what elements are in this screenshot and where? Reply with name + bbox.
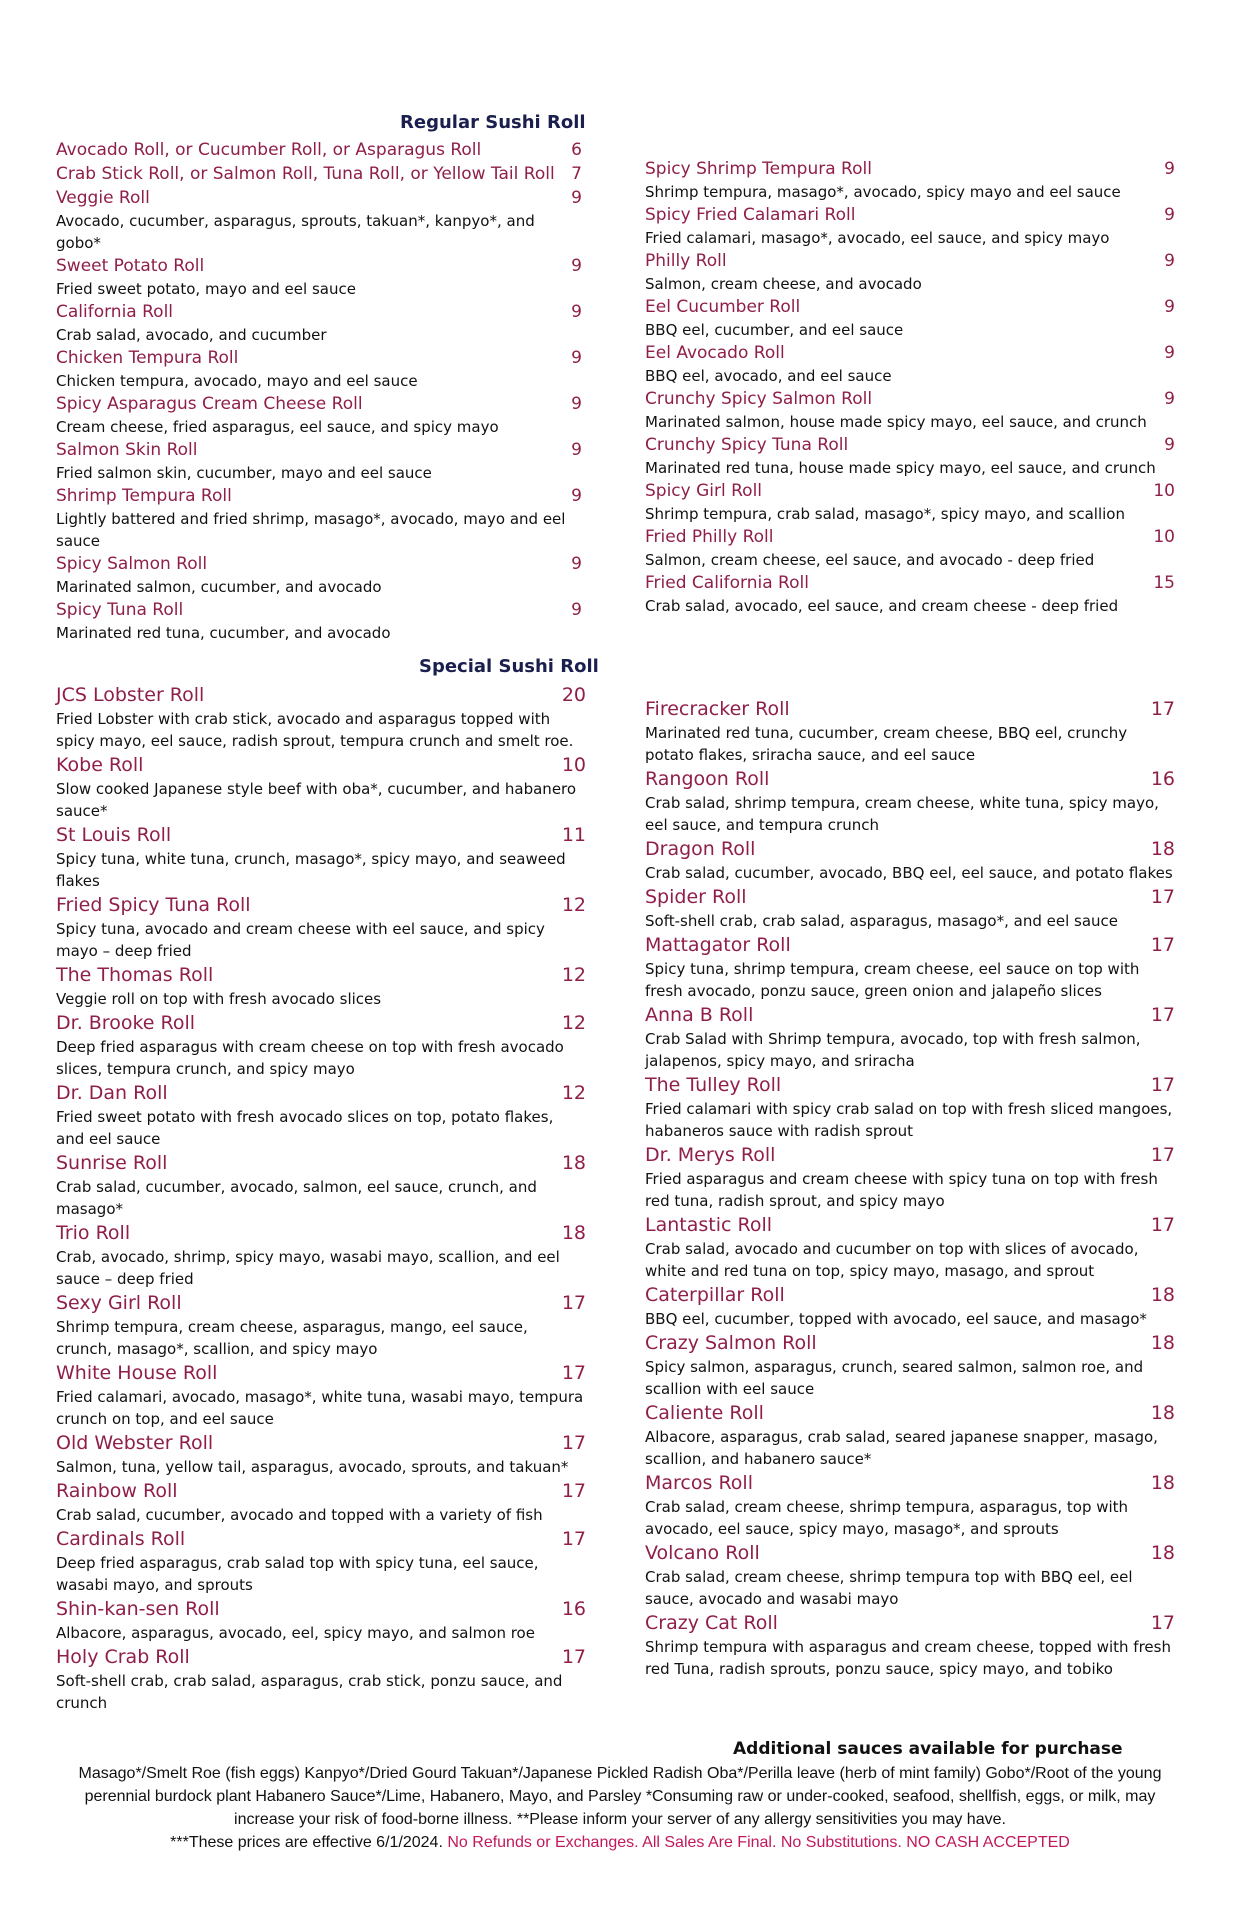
menu-item bbox=[645, 295, 1175, 341]
menu-item-description: Crab salad, avocado and cucumber on top with slices of avocado, white and red tuna on top, spicy mayo, masago, and sprout bbox=[645, 1240, 1139, 1280]
menu-item-row bbox=[645, 1470, 1175, 1496]
menu-item-price: 6 bbox=[571, 140, 582, 160]
menu-item-name: Eel Avocado Roll bbox=[645, 343, 785, 363]
menu-item-description: Deep fried asparagus, crab salad top with spicy tuna, eel sauce, wasabi mayo, and sprouts bbox=[56, 1554, 539, 1594]
menu-item-row bbox=[56, 1150, 586, 1176]
menu-item-description: Marinated red tuna, house made spicy mayo, eel sauce, and crunch bbox=[645, 459, 1156, 477]
menu-item-name: Firecracker Roll bbox=[645, 698, 790, 720]
menu-item-price: 9 bbox=[1164, 435, 1175, 455]
menu-item-row bbox=[56, 892, 586, 918]
menu-item-price: 17 bbox=[561, 1432, 586, 1454]
menu-item-name: Fried Philly Roll bbox=[645, 527, 774, 547]
menu-item-row bbox=[56, 598, 582, 622]
menu-item-description: Lightly battered and fried shrimp, masago*, avocado, mayo and eel sauce bbox=[56, 510, 566, 550]
menu-item bbox=[56, 1526, 586, 1596]
menu-item bbox=[645, 571, 1175, 617]
menu-item-description: Soft-shell crab, crab salad, asparagus, masago*, and eel sauce bbox=[645, 912, 1119, 930]
menu-item bbox=[56, 186, 582, 254]
menu-item-name: Spicy Fried Calamari Roll bbox=[645, 205, 856, 225]
menu-item-price: 9 bbox=[571, 554, 582, 574]
menu-item-name: Chicken Tempura Roll bbox=[56, 348, 239, 368]
menu-item-row bbox=[645, 1212, 1175, 1238]
menu-item-name: Avocado Roll, or Cucumber Roll, or Asparagus Roll bbox=[56, 140, 482, 160]
menu-item-row bbox=[56, 1290, 586, 1316]
menu-item bbox=[56, 962, 586, 1010]
menu-item-description: Fried asparagus and cream cheese with spicy tuna on top with fresh red tuna, radish sprout, and spicy mayo bbox=[645, 1170, 1158, 1210]
menu-item bbox=[645, 203, 1175, 249]
menu-item bbox=[56, 1080, 586, 1150]
menu-item-description: Avocado, cucumber, asparagus, sprouts, takuan*, kanpyo*, and gobo* bbox=[56, 212, 535, 252]
menu-item-description: Shrimp tempura with asparagus and cream cheese, topped with fresh red Tuna, radish sprouts, ponzu sauce, spicy mayo, and tobiko bbox=[645, 1638, 1171, 1678]
menu-item-description: Veggie roll on top with fresh avocado slices bbox=[56, 990, 382, 1008]
menu-item-description: Spicy tuna, shrimp tempura, cream cheese, eel sauce on top with fresh avocado, ponzu sauce, green onion and jalapeño slices bbox=[645, 960, 1140, 1000]
menu-item-price: 10 bbox=[1153, 481, 1175, 501]
menu-item bbox=[645, 525, 1175, 571]
menu-item-row bbox=[56, 346, 582, 370]
menu-item-price: 15 bbox=[1153, 573, 1175, 593]
menu-item bbox=[56, 1644, 586, 1714]
menu-item-price: 18 bbox=[1150, 838, 1175, 860]
menu-item bbox=[645, 479, 1175, 525]
menu-item-description: Fried salmon skin, cucumber, mayo and eel sauce bbox=[56, 464, 432, 482]
menu-item-price: 12 bbox=[561, 1012, 586, 1034]
menu-item-name: White House Roll bbox=[56, 1362, 218, 1384]
menu-item-name: Trio Roll bbox=[56, 1222, 131, 1244]
menu-item-description: Spicy tuna, avocado and cream cheese with eel sauce, and spicy mayo – deep fried bbox=[56, 920, 545, 960]
menu-item-row bbox=[56, 1478, 586, 1504]
menu-item-description: Fried calamari, masago*, avocado, eel sauce, and spicy mayo bbox=[645, 229, 1110, 247]
menu-item-name: Fried California Roll bbox=[645, 573, 809, 593]
menu-item-description: Salmon, cream cheese, and avocado bbox=[645, 275, 922, 293]
menu-item bbox=[56, 682, 586, 752]
menu-item-name: Spicy Salmon Roll bbox=[56, 554, 208, 574]
menu-item-row bbox=[645, 1002, 1175, 1028]
menu-item-price: 9 bbox=[571, 394, 582, 414]
menu-item-name: Sunrise Roll bbox=[56, 1152, 168, 1174]
menu-item-name: Veggie Roll bbox=[56, 188, 150, 208]
menu-item-price: 17 bbox=[561, 1646, 586, 1668]
menu-item-row bbox=[56, 186, 582, 210]
menu-item-description: Marinated red tuna, cucumber, and avocado bbox=[56, 624, 391, 642]
menu-item-name: Anna B Roll bbox=[645, 1004, 754, 1026]
menu-item-row bbox=[645, 1142, 1175, 1168]
menu-item bbox=[56, 346, 582, 392]
menu-item-name: Volcano Roll bbox=[645, 1542, 760, 1564]
menu-item-row bbox=[645, 479, 1175, 503]
menu-item-row bbox=[56, 1220, 586, 1246]
menu-item-row bbox=[56, 1360, 586, 1386]
menu-item bbox=[645, 1400, 1175, 1470]
menu-item bbox=[56, 892, 586, 962]
menu-item-row bbox=[645, 525, 1175, 549]
menu-item-description: Fried calamari, avocado, masago*, white tuna, wasabi mayo, tempura crunch on top, and eel sauce bbox=[56, 1388, 584, 1428]
menu-item bbox=[645, 157, 1175, 203]
menu-item-price: 9 bbox=[571, 302, 582, 322]
menu-item-price: 17 bbox=[561, 1528, 586, 1550]
menu-item bbox=[645, 1142, 1175, 1212]
menu-item-name: Spicy Asparagus Cream Cheese Roll bbox=[56, 394, 363, 414]
menu-item-price: 18 bbox=[1150, 1332, 1175, 1354]
menu-item-price: 9 bbox=[571, 440, 582, 460]
menu-item-name: Crab Stick Roll, or Salmon Roll, Tuna Roll, or Yellow Tail Roll bbox=[56, 164, 555, 184]
menu-item-name: Eel Cucumber Roll bbox=[645, 297, 801, 317]
menu-item-name: The Thomas Roll bbox=[56, 964, 214, 986]
menu-item-row bbox=[56, 300, 582, 324]
menu-item-row bbox=[645, 1610, 1175, 1636]
menu-item bbox=[56, 1150, 586, 1220]
menu-item bbox=[56, 300, 582, 346]
menu-item bbox=[56, 822, 586, 892]
special-left-column bbox=[56, 682, 586, 1714]
menu-item bbox=[56, 438, 582, 484]
menu-item-row bbox=[645, 295, 1175, 319]
menu-item bbox=[645, 932, 1175, 1002]
menu-item-price: 9 bbox=[1164, 389, 1175, 409]
menu-item-description: Crab salad, avocado, and cucumber bbox=[56, 326, 327, 344]
menu-item-name: St Louis Roll bbox=[56, 824, 172, 846]
menu-item-row bbox=[645, 433, 1175, 457]
menu-item-row bbox=[645, 249, 1175, 273]
menu-item-row bbox=[56, 552, 582, 576]
menu-item-name: Spider Roll bbox=[645, 886, 747, 908]
menu-item-name: Rangoon Roll bbox=[645, 768, 770, 790]
menu-item bbox=[56, 162, 582, 186]
menu-item-description: Shrimp tempura, crab salad, masago*, spicy mayo, and scallion bbox=[645, 505, 1125, 523]
menu-item-description: Albacore, asparagus, crab salad, seared japanese snapper, masago, scallion, and habanero sauce* bbox=[645, 1428, 1158, 1468]
menu-item-name: Shrimp Tempura Roll bbox=[56, 486, 232, 506]
menu-item-price: 17 bbox=[561, 1362, 586, 1384]
menu-item bbox=[56, 1596, 586, 1644]
menu-item-row bbox=[56, 438, 582, 462]
menu-item-price: 17 bbox=[1150, 1144, 1175, 1166]
menu-item bbox=[645, 1072, 1175, 1142]
menu-item bbox=[56, 1220, 586, 1290]
menu-item-description: Crab salad, avocado, eel sauce, and cream cheese - deep fried bbox=[645, 597, 1119, 615]
menu-item bbox=[56, 484, 582, 552]
menu-item-description: Crab Salad with Shrimp tempura, avocado, top with fresh salmon, jalapenos, spicy mayo, and sriracha bbox=[645, 1030, 1141, 1070]
menu-item-row bbox=[56, 1644, 586, 1670]
menu-item bbox=[56, 1010, 586, 1080]
menu-item-price: 18 bbox=[1150, 1284, 1175, 1306]
menu-item-name: Kobe Roll bbox=[56, 754, 144, 776]
menu-item-name: Dr. Brooke Roll bbox=[56, 1012, 196, 1034]
menu-item bbox=[645, 341, 1175, 387]
menu-item-row bbox=[56, 962, 586, 988]
menu-item-price: 12 bbox=[561, 894, 586, 916]
menu-item-name: Spicy Shrimp Tempura Roll bbox=[645, 159, 872, 179]
menu-item-row bbox=[645, 1330, 1175, 1356]
menu-item-name: Old Webster Roll bbox=[56, 1432, 214, 1454]
menu-item-price: 17 bbox=[1150, 1612, 1175, 1634]
menu-item-description: Shrimp tempura, cream cheese, asparagus, mango, eel sauce, crunch, masago*, scallion, and spicy mayo bbox=[56, 1318, 528, 1358]
menu-item-name: Crunchy Spicy Salmon Roll bbox=[645, 389, 873, 409]
menu-item-description: Fried calamari with spicy crab salad on top with fresh sliced mangoes, habaneros sauce with radish sprout bbox=[645, 1100, 1173, 1140]
menu-item-price: 9 bbox=[1164, 205, 1175, 225]
menu-item-name: Fried Spicy Tuna Roll bbox=[56, 894, 251, 916]
menu-item bbox=[645, 1610, 1175, 1680]
menu-item-description: Slow cooked Japanese style beef with oba*, cucumber, and habanero sauce* bbox=[56, 780, 577, 820]
menu-item bbox=[645, 1470, 1175, 1540]
menu-item-row bbox=[645, 387, 1175, 411]
menu-item-name: Sexy Girl Roll bbox=[56, 1292, 182, 1314]
menu-item-price: 17 bbox=[561, 1292, 586, 1314]
menu-item-price: 18 bbox=[561, 1152, 586, 1174]
menu-item-row bbox=[56, 752, 586, 778]
regular-left-column bbox=[56, 138, 582, 644]
menu-item bbox=[645, 766, 1175, 836]
menu-item-name: Crunchy Spicy Tuna Roll bbox=[645, 435, 849, 455]
menu-item-name: California Roll bbox=[56, 302, 174, 322]
menu-item-name: Spicy Girl Roll bbox=[645, 481, 763, 501]
menu-item bbox=[56, 1430, 586, 1478]
menu-item bbox=[645, 249, 1175, 295]
menu-item-row bbox=[645, 836, 1175, 862]
menu-item-description: Marinated salmon, cucumber, and avocado bbox=[56, 578, 382, 596]
menu-item-name: Philly Roll bbox=[645, 251, 727, 271]
menu-item-name: Dr. Dan Roll bbox=[56, 1082, 168, 1104]
menu-item-price: 17 bbox=[1150, 1074, 1175, 1096]
menu-item-name: Dragon Roll bbox=[645, 838, 756, 860]
menu-item bbox=[56, 1290, 586, 1360]
menu-item bbox=[645, 1282, 1175, 1330]
menu-item-price: 11 bbox=[561, 824, 586, 846]
menu-item-name: Sweet Potato Roll bbox=[56, 256, 205, 276]
menu-item-price: 12 bbox=[561, 1082, 586, 1104]
menu-item-price: 9 bbox=[571, 188, 582, 208]
menu-item-row bbox=[56, 1596, 586, 1622]
menu-item-description: BBQ eel, avocado, and eel sauce bbox=[645, 367, 892, 385]
menu-item-price: 16 bbox=[1150, 768, 1175, 790]
menu-item-name: Lantastic Roll bbox=[645, 1214, 773, 1236]
menu-item-price: 9 bbox=[1164, 159, 1175, 179]
menu-item-row bbox=[645, 884, 1175, 910]
menu-item-description: Fried sweet potato, mayo and eel sauce bbox=[56, 280, 356, 298]
menu-item-row bbox=[56, 1010, 586, 1036]
menu-item-price: 18 bbox=[1150, 1472, 1175, 1494]
menu-item-price: 9 bbox=[571, 256, 582, 276]
menu-item-description: Marinated salmon, house made spicy mayo, eel sauce, and crunch bbox=[645, 413, 1147, 431]
menu-item-price: 9 bbox=[1164, 343, 1175, 363]
menu-item-description: Cream cheese, fried asparagus, eel sauce, and spicy mayo bbox=[56, 418, 499, 436]
menu-item-price: 17 bbox=[1150, 886, 1175, 908]
menu-item-row bbox=[56, 392, 582, 416]
menu-item-description: Marinated red tuna, cucumber, cream cheese, BBQ eel, crunchy potato flakes, sriracha sauce, and eel sauce bbox=[645, 724, 1128, 764]
menu-item-description: Salmon, tuna, yellow tail, asparagus, avocado, sprouts, and takuan* bbox=[56, 1458, 569, 1476]
menu-item-name: Spicy Tuna Roll bbox=[56, 600, 184, 620]
menu-item bbox=[56, 254, 582, 300]
menu-item-row bbox=[56, 484, 582, 508]
menu-item-price: 17 bbox=[1150, 698, 1175, 720]
menu-item-name: Salmon Skin Roll bbox=[56, 440, 198, 460]
menu-item-price: 18 bbox=[561, 1222, 586, 1244]
menu-item-row bbox=[56, 162, 582, 186]
menu-item-description: Crab salad, shrimp tempura, cream cheese, white tuna, spicy mayo, eel sauce, and tempura crunch bbox=[645, 794, 1159, 834]
menu-item bbox=[56, 552, 582, 598]
menu-item-description: Crab, avocado, shrimp, spicy mayo, wasabi mayo, scallion, and eel sauce – deep fried bbox=[56, 1248, 560, 1288]
menu-item-row bbox=[645, 1282, 1175, 1308]
menu-item bbox=[645, 836, 1175, 884]
menu-item bbox=[56, 138, 582, 162]
menu-item-description: Crab salad, cucumber, avocado and topped with a variety of fish bbox=[56, 1506, 543, 1524]
menu-item-name: Caliente Roll bbox=[645, 1402, 764, 1424]
menu-item-description: Crab salad, cucumber, avocado, BBQ eel, eel sauce, and potato flakes bbox=[645, 864, 1173, 882]
menu-item-description: Deep fried asparagus with cream cheese on top with fresh avocado slices, tempura crunch, and spicy mayo bbox=[56, 1038, 564, 1078]
special-heading: Special Sushi Roll bbox=[419, 656, 599, 677]
menu-item-description: Crab salad, cucumber, avocado, salmon, eel sauce, crunch, and masago* bbox=[56, 1178, 537, 1218]
menu-item-row bbox=[645, 571, 1175, 595]
menu-item-description: Soft-shell crab, crab salad, asparagus, crab stick, ponzu sauce, and crunch bbox=[56, 1672, 563, 1712]
menu-item-price: 17 bbox=[1150, 1214, 1175, 1236]
footer-notes bbox=[55, 1762, 1185, 1854]
menu-item-price: 10 bbox=[561, 754, 586, 776]
menu-item-name: Crazy Cat Roll bbox=[645, 1612, 778, 1634]
menu-item bbox=[645, 696, 1175, 766]
menu-item-name: Holy Crab Roll bbox=[56, 1646, 190, 1668]
menu-item-price: 17 bbox=[561, 1480, 586, 1502]
menu-item-row bbox=[56, 138, 582, 162]
menu-item-description: Fried sweet potato with fresh avocado slices on top, potato flakes, and eel sauce bbox=[56, 1108, 554, 1148]
menu-item-name: JCS Lobster Roll bbox=[56, 684, 205, 706]
menu-item-row bbox=[645, 1400, 1175, 1426]
menu-item bbox=[56, 1478, 586, 1526]
menu-item-price: 16 bbox=[561, 1598, 586, 1620]
menu-item-name: The Tulley Roll bbox=[645, 1074, 782, 1096]
additional-sauces-title: Additional sauces available for purchase bbox=[733, 1739, 1123, 1759]
menu-item bbox=[645, 1540, 1175, 1610]
menu-item-description: Salmon, cream cheese, eel sauce, and avocado - deep fried bbox=[645, 551, 1095, 569]
menu-item-row bbox=[56, 822, 586, 848]
menu-item-description: BBQ eel, cucumber, and eel sauce bbox=[645, 321, 904, 339]
menu-item-description: Spicy salmon, asparagus, crunch, seared salmon, salmon roe, and scallion with eel sauce bbox=[645, 1358, 1144, 1398]
footer-no-refunds: No Refunds or Exchanges. All Sales Are Final. No Substitutions. NO CASH ACCEPTED bbox=[447, 1834, 1070, 1851]
menu-item-name: Caterpillar Roll bbox=[645, 1284, 785, 1306]
menu-item-price: 9 bbox=[571, 486, 582, 506]
menu-item-name: Rainbow Roll bbox=[56, 1480, 178, 1502]
menu-item-name: Mattagator Roll bbox=[645, 934, 791, 956]
menu-item-price: 7 bbox=[571, 164, 582, 184]
menu-item bbox=[645, 433, 1175, 479]
menu-item-row bbox=[56, 1526, 586, 1552]
menu-item-row bbox=[645, 1540, 1175, 1566]
menu-item-price: 9 bbox=[1164, 297, 1175, 317]
menu-item-name: Dr. Merys Roll bbox=[645, 1144, 776, 1166]
menu-item-row bbox=[645, 766, 1175, 792]
menu-item bbox=[56, 598, 582, 644]
menu-item-description: BBQ eel, cucumber, topped with avocado, eel sauce, and masago* bbox=[645, 1310, 1147, 1328]
menu-item-description: Fried Lobster with crab stick, avocado and asparagus topped with spicy mayo, eel sauce, radish sprout, tempura crunch and smelt roe. bbox=[56, 710, 574, 750]
menu-item-row bbox=[56, 254, 582, 278]
menu-item-row bbox=[645, 696, 1175, 722]
menu-item bbox=[56, 392, 582, 438]
footer-policy bbox=[55, 1831, 1185, 1854]
menu-item bbox=[645, 387, 1175, 433]
menu-item-price: 9 bbox=[571, 600, 582, 620]
menu-item bbox=[56, 1360, 586, 1430]
regular-heading: Regular Sushi Roll bbox=[400, 112, 586, 133]
menu-item-name: Cardinals Roll bbox=[56, 1528, 186, 1550]
menu-item-row bbox=[645, 1072, 1175, 1098]
footer-price-date: ***These prices are effective 6/1/2024. bbox=[170, 1834, 443, 1851]
menu-item bbox=[645, 884, 1175, 932]
menu-item bbox=[645, 1212, 1175, 1282]
menu-item bbox=[645, 1002, 1175, 1072]
menu-item-name: Marcos Roll bbox=[645, 1472, 753, 1494]
menu-item-row bbox=[645, 341, 1175, 365]
menu-item-row bbox=[56, 1430, 586, 1456]
menu-item-name: Shin-kan-sen Roll bbox=[56, 1598, 220, 1620]
menu-item-row bbox=[645, 203, 1175, 227]
menu-item-price: 17 bbox=[1150, 934, 1175, 956]
menu-item-price: 9 bbox=[571, 348, 582, 368]
menu-item-description: Albacore, asparagus, avocado, eel, spicy mayo, and salmon roe bbox=[56, 1624, 535, 1642]
menu-item-row bbox=[645, 157, 1175, 181]
menu-item-row bbox=[645, 932, 1175, 958]
menu-item bbox=[645, 1330, 1175, 1400]
menu-item bbox=[56, 752, 586, 822]
menu-item-price: 18 bbox=[1150, 1542, 1175, 1564]
menu-item-price: 10 bbox=[1153, 527, 1175, 547]
special-right-column bbox=[645, 696, 1175, 1680]
menu-item-row bbox=[56, 1080, 586, 1106]
menu-item-row bbox=[56, 682, 586, 708]
menu-item-description: Crab salad, cream cheese, shrimp tempura, asparagus, top with avocado, eel sauce, spicy mayo, masago*, and sprouts bbox=[645, 1498, 1129, 1538]
menu-item-price: 12 bbox=[561, 964, 586, 986]
menu-item-name: Crazy Salmon Roll bbox=[645, 1332, 817, 1354]
menu-item-description: Spicy tuna, white tuna, crunch, masago*, spicy mayo, and seaweed flakes bbox=[56, 850, 566, 890]
footer-glossary: Masago*/Smelt Roe (fish eggs) Kanpyo*/Dried Gourd Takuan*/Japanese Pickled Radish Oba*/Perilla leave (herb of mint family) Gobo*/Root of the young perennial burdock plant Habanero Sauce*/Lime, Habanero, Mayo, and Parsley *Consuming raw or under-cooked, seafood, shellfish, eggs, or milk, may increase your risk of food-borne illness. **Please inform your server of any allergy sensitivities you may have. bbox=[78, 1765, 1162, 1828]
menu-item-price: 20 bbox=[561, 684, 586, 706]
menu-item-price: 17 bbox=[1150, 1004, 1175, 1026]
regular-right-column bbox=[645, 157, 1175, 617]
menu-item-description: Crab salad, cream cheese, shrimp tempura top with BBQ eel, eel sauce, avocado and wasabi mayo bbox=[645, 1568, 1133, 1608]
menu-item-description: Shrimp tempura, masago*, avocado, spicy mayo and eel sauce bbox=[645, 183, 1121, 201]
menu-item-price: 18 bbox=[1150, 1402, 1175, 1424]
menu-item-price: 9 bbox=[1164, 251, 1175, 271]
menu-item-description: Chicken tempura, avocado, mayo and eel sauce bbox=[56, 372, 418, 390]
